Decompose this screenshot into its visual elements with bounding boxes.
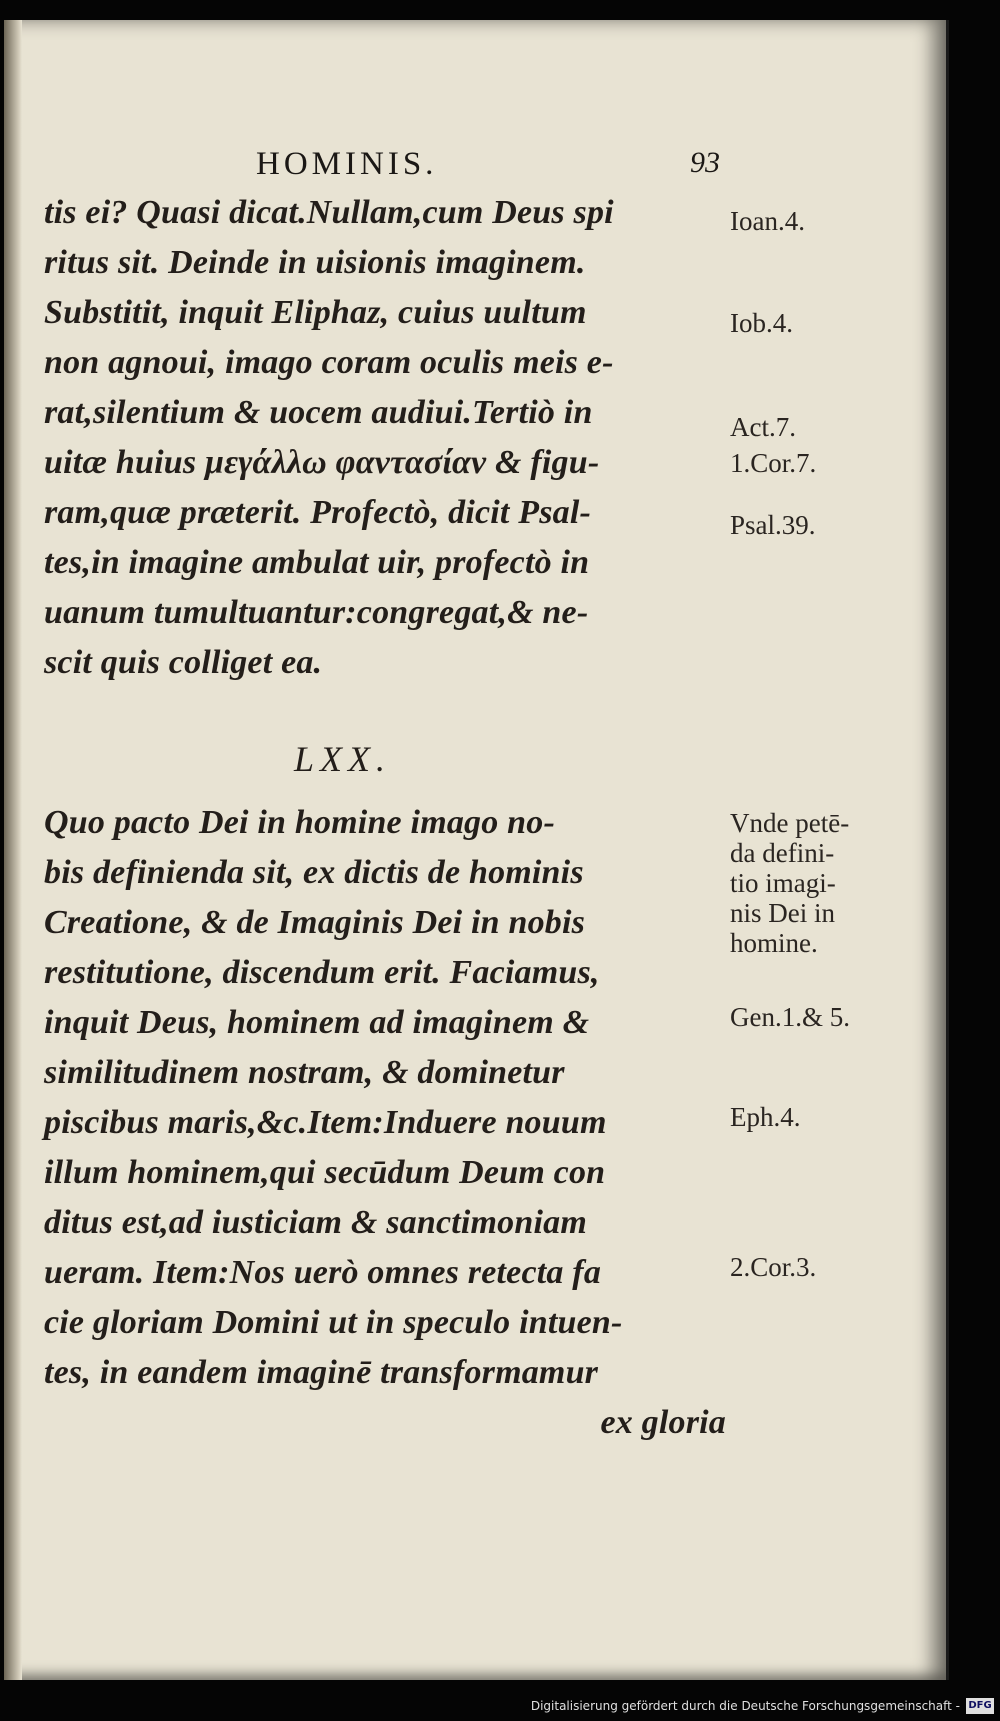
page-number: 93: [690, 146, 720, 179]
margin-note-line: homine.: [730, 928, 818, 958]
text-line: Substitit, inquit Eliphaz, cuius uultum: [44, 294, 587, 331]
text-line: Creatione, & de Imaginis Dei in nobis: [44, 904, 586, 941]
text-line: piscibus maris,&c.Item:Induere nouum: [44, 1104, 607, 1141]
margin-note-cor2: 2.Cor.3.: [730, 1252, 817, 1282]
text-line: illum hominem,qui secūdum Deum con: [44, 1154, 606, 1191]
margin-note-line: nis Dei in: [730, 898, 835, 928]
running-title: HOMINIS.: [256, 146, 438, 182]
catchword: ex gloria: [600, 1404, 726, 1441]
margin-note-line: da defini-: [730, 838, 835, 868]
text-line: non agnoui, imago coram oculis meis e-: [44, 344, 614, 381]
text-line: cie gloriam Domini ut in speculo intuen-: [44, 1304, 623, 1341]
text-line: ditus est,ad iusticiam & sanctimoniam: [44, 1204, 587, 1241]
text-line: uanum tumultuantur:congregat,& ne-: [44, 594, 589, 631]
text-line: tis ei? Quasi dicat.Nullam,cum Deus spi: [44, 194, 614, 231]
margin-note-ioan: Ioan.4.: [730, 206, 805, 236]
funding-credit: Digitalisierung gefördert durch die Deutsche Forschungsgemeinschaft -: [530, 1699, 960, 1713]
text-line: uitæ huius μεγάλλω φαντασίαν & figu-: [44, 444, 600, 481]
margin-note-eph: Eph.4.: [730, 1102, 801, 1132]
text-line: inquit Deus, hominem ad imaginem &: [44, 1004, 590, 1041]
footer-bar: [0, 1685, 1000, 1721]
text-line: tes,in imagine ambulat uir, profectò in: [44, 544, 590, 581]
text-block-2: [44, 798, 734, 1448]
margin-note-psal: Psal.39.: [730, 510, 816, 540]
text-line: scit quis colliget ea.: [44, 644, 323, 681]
dfg-logo: DFG: [966, 1698, 994, 1714]
book-page: [4, 20, 949, 1680]
margin-note-line: Vnde petē-: [730, 808, 850, 838]
text-line: ram,quæ præterit. Profectò, dicit Psal-: [44, 494, 592, 531]
margin-note-iob: Iob.4.: [730, 308, 793, 338]
margin-note-vnde: [730, 808, 930, 958]
text-line: Quo pacto Dei in homine imago no-: [44, 804, 555, 841]
text-block-1: [44, 188, 734, 688]
text-line: tes, in eandem imaginē transformamur: [44, 1354, 599, 1391]
text-line: bis definienda sit, ex dictis de hominis: [44, 854, 584, 891]
margin-note-act: Act.7.: [730, 412, 796, 442]
section-number: LXX.: [294, 739, 392, 779]
page-gutter-shadow: [4, 20, 22, 1680]
text-line: ueram. Item:Nos uerò omnes retecta fa: [44, 1254, 602, 1291]
margin-note-cor1: 1.Cor.7.: [730, 448, 817, 478]
margin-note-gen: Gen.1.& 5.: [730, 1002, 850, 1032]
margin-note-line: tio imagi-: [730, 868, 836, 898]
text-line: restitutione, discendum erit. Faciamus,: [44, 954, 600, 991]
text-line: ritus sit. Deinde in uisionis imaginem.: [44, 244, 586, 281]
text-line: similitudinem nostram, & dominetur: [44, 1054, 565, 1091]
text-line: rat,silentium & uocem audiui.Tertiò in: [44, 394, 593, 431]
